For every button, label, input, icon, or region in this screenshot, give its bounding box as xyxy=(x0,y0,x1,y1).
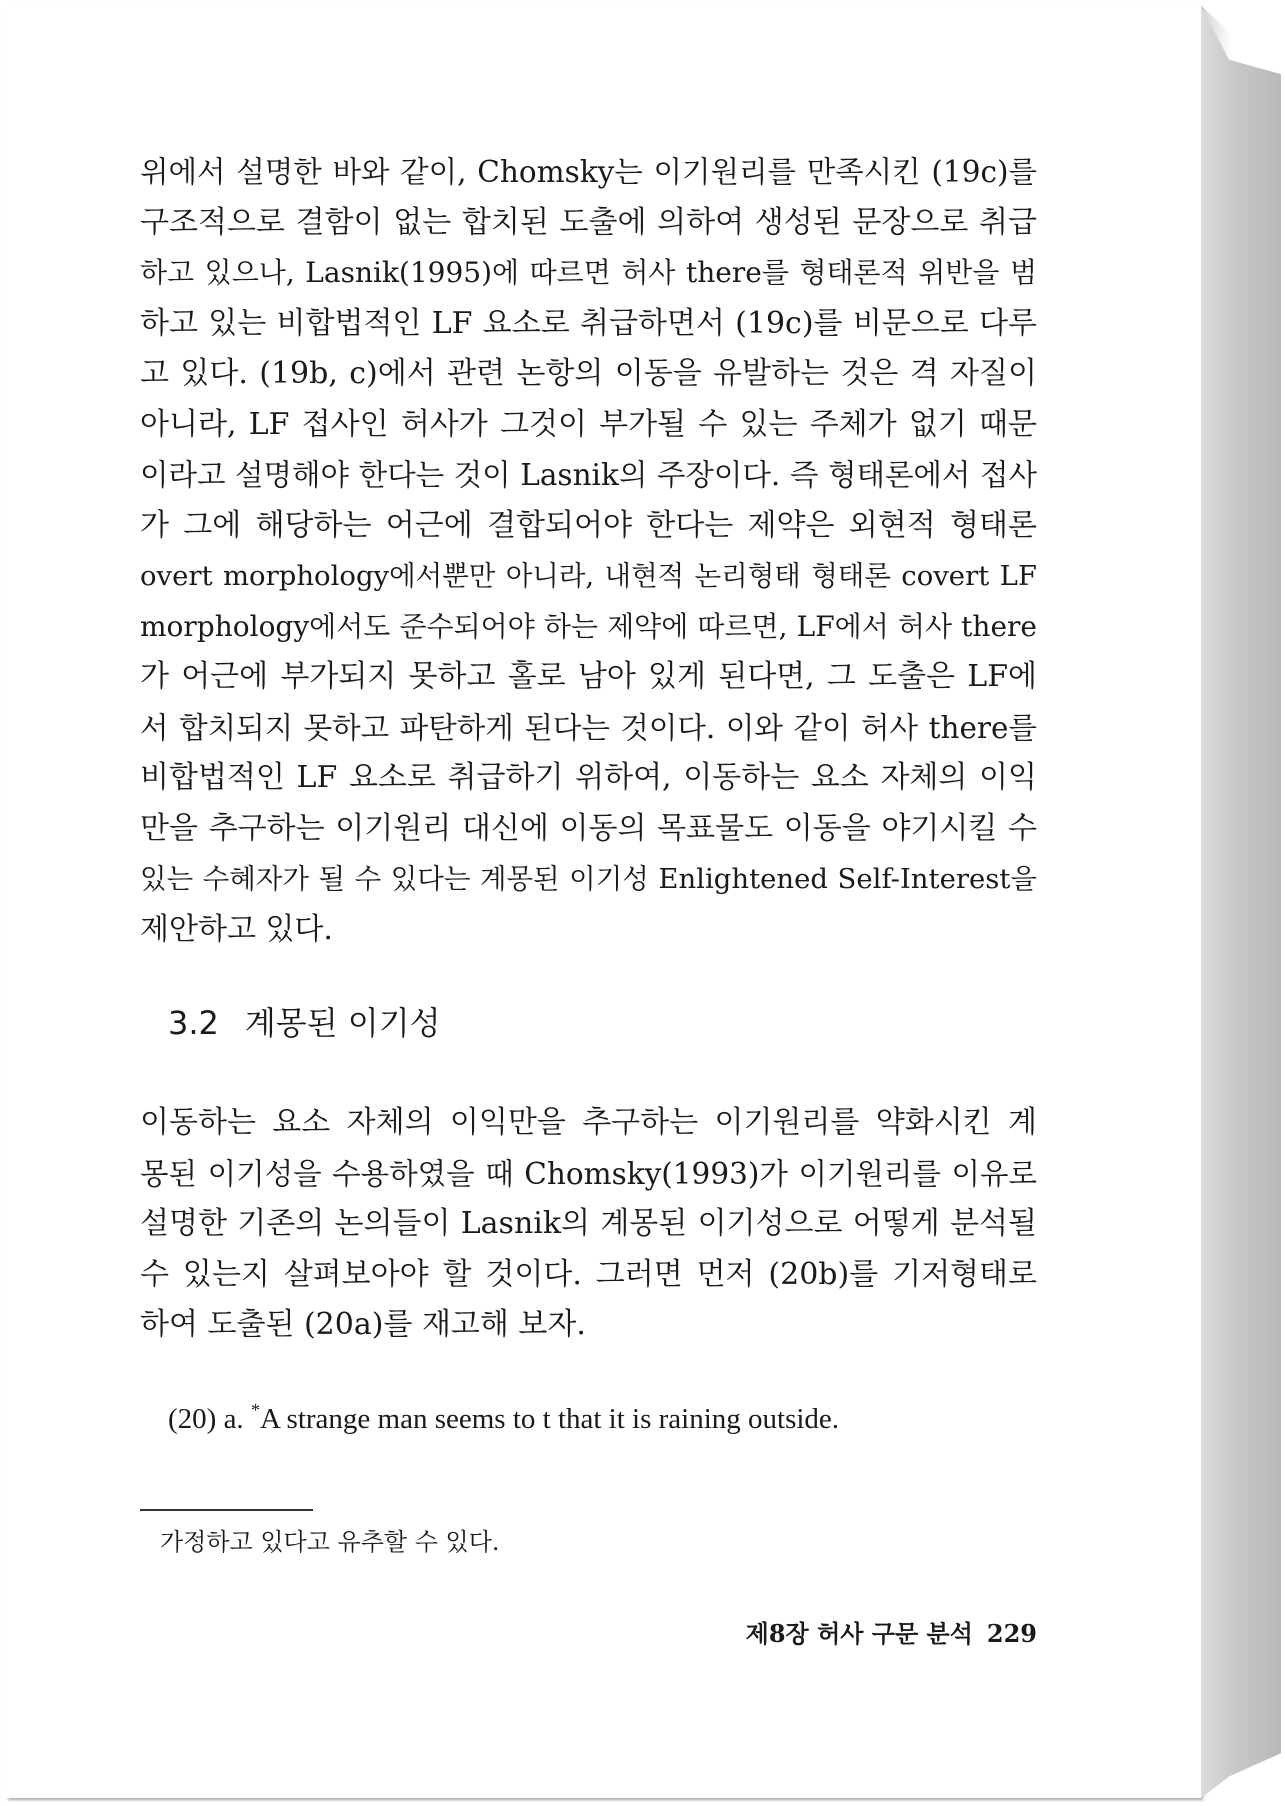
book-page-edge xyxy=(1201,6,1281,1798)
text-line: 수 있는지 살펴보아야 할 것이다. 그러면 먼저 (20b)를 기저형태로 xyxy=(140,1256,1037,1292)
footnote-text: 가정하고 있다고 유추할 수 있다. xyxy=(160,1528,500,1556)
text-line: 가 그에 해당하는 어근에 결합되어야 한다는 제약은 외현적 형태론 xyxy=(140,507,1037,543)
example-label: (20) a. xyxy=(168,1403,244,1435)
text-line: 만을 추구하는 이기원리 대신에 이동의 목표물도 이동을 야기시킬 수 xyxy=(140,810,1037,846)
chapter-title: 제8장 허사 구문 분석 xyxy=(745,1619,973,1648)
example-sentence xyxy=(168,1400,839,1436)
section-heading xyxy=(168,998,441,1044)
text-line: 제안하고 있다. xyxy=(140,911,333,947)
example-text: A strange man seems to t that it is raining outside. xyxy=(259,1403,840,1435)
text-line: 가 어근에 부가되지 못하고 홀로 남아 있게 된다면, 그 도출은 LF에 xyxy=(140,659,1037,694)
text-line: 설명한 기존의 논의들이 Lasnik의 계몽된 이기성으로 어떻게 분석될 xyxy=(140,1206,1037,1241)
section-number: 3.2 xyxy=(168,1004,219,1042)
body-paragraph-1 xyxy=(140,147,1037,955)
section-title: 계몽된 이기성 xyxy=(244,1004,441,1042)
text-line: 서 합치되지 못하고 파탄하게 된다는 것이다. 이와 같이 허사 there를 xyxy=(140,710,1037,745)
page-number: 229 xyxy=(986,1619,1037,1648)
text-line: 비합법적인 LF 요소로 취급하기 위하여, 이동하는 요소 자체의 이익 xyxy=(140,760,1037,795)
text-line: 이동하는 요소 자체의 이익만을 추구하는 이기원리를 약화시킨 계 xyxy=(140,1105,1037,1140)
text-line: 위에서 설명한 바와 같이, Chomsky는 이기원리를 만족시킨 (19c)를 xyxy=(140,155,1037,189)
text-line: 있는 수혜자가 될 수 있다는 계몽된 이기성 Enlightened Self-Interest을 xyxy=(140,863,1037,895)
text-line: 아니라, LF 접사인 허사가 그것이 부가될 수 있는 주체가 없기 때문 xyxy=(140,406,1037,442)
body-paragraph-2 xyxy=(140,1098,1037,1351)
text-line: 구조적으로 결함이 없는 합치된 도출에 의하여 생성된 문장으로 취급 xyxy=(140,204,1037,240)
text-line: 고 있다. (19b, c)에서 관련 논항의 이동을 유발하는 것은 격 자질이 xyxy=(140,356,1037,391)
text-line: morphology에서도 준수되어야 하는 제약에 따르면, LF에서 허사 there xyxy=(140,609,1037,643)
ungrammatical-mark: * xyxy=(250,1400,260,1420)
text-line: 하여 도출된 (20a)를 재고해 보자. xyxy=(140,1307,586,1342)
text-line: 하고 있는 비합법적인 LF 요소로 취급하면서 (19c)를 비문으로 다루 xyxy=(140,305,1037,341)
running-footer xyxy=(700,1614,1037,1649)
text-line: 몽된 이기성을 수용하였을 때 Chomsky(1993)가 이기원리를 이유로 xyxy=(140,1156,1037,1191)
text-line: overt morphology에서뿐만 아니라, 내현적 논리형태 형태론 covert LF xyxy=(140,560,1037,592)
footnote-rule xyxy=(140,1509,313,1511)
text-line: 하고 있으나, Lasnik(1995)에 따르면 허사 there를 형태론적 위반을 범 xyxy=(140,256,1037,289)
text-line: 이라고 설명해야 한다는 것이 Lasnik의 주장이다. 즉 형태론에서 접사 xyxy=(140,458,1037,492)
